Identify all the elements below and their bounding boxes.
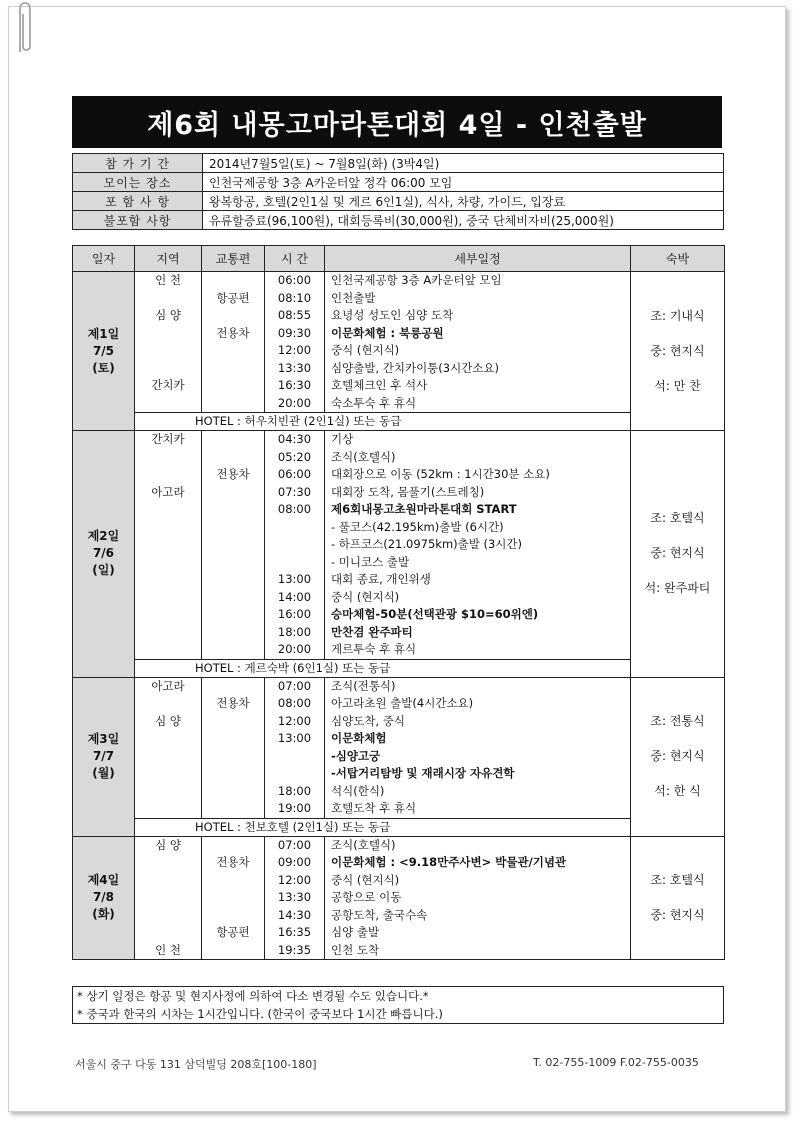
transport-line [202,501,264,519]
detail-line: 숙소투숙 후 휴식 [331,395,417,410]
stay-cell [631,431,725,678]
region-line [135,606,201,624]
region-line [135,924,201,942]
meal-line: 조: 호텔식 [650,872,705,887]
detail-line: 인천국제공항 3층 A카운터앞 모임 [331,273,502,287]
note-line: * 중국과 한국의 시차는 1시간입니다. (한국이 중국보다 1시간 빠릅니다.) [77,1007,443,1021]
detail-line: 승마체험-50분(선택관광 $10=60위엔) [331,607,539,621]
region-line [135,589,201,607]
transport-line [202,307,264,325]
day-label: 7/8 [92,890,115,905]
transport-line: 전용차 [216,696,250,710]
day-label: (일) [92,563,115,578]
detail-line: 만찬겸 완주파티 [331,624,413,639]
meal-line: 조: 전통식 [650,714,705,728]
detail-line: 심양출발, 간치카이퉁(3시간소요) [331,360,500,375]
detail-line: - 풀코스(42.195km)출발 (6시간) [331,519,504,534]
day-label: (월) [92,766,115,780]
transport-line [202,589,264,607]
time-line: 08:55 [277,308,312,322]
time-line [265,519,324,537]
time-line [265,536,324,554]
region-line: 심 양 [155,713,181,728]
stay-cell [631,677,725,836]
meal-line: 중: 현지식 [650,907,705,922]
region-line [135,889,201,907]
detail-line: 기상 [331,432,354,446]
time-line: 08:00 [277,696,312,710]
transport-line [202,678,264,696]
detail-line: 중식 (현지식) [331,872,400,887]
transport-line [202,624,264,642]
region-line [135,624,201,642]
meal-line: 석: 만 찬 [654,378,701,393]
time-line [265,554,324,572]
hotel-row [73,413,725,431]
transport-line: 전용차 [216,855,250,869]
transport-line: 항공편 [216,925,250,939]
transport-line [202,765,264,783]
time-line: 08:10 [277,290,312,305]
region-line: 인 천 [155,273,181,287]
detail-line: 대회 종료, 개인위생 [331,572,431,586]
transport-line [202,272,264,290]
info-value: 2014년7월5일(토) ~ 7월8일(화) (3박4일) [203,154,724,173]
region-line [135,765,201,783]
detail-line: - 미니코스 출발 [331,554,410,569]
time-line: 08:00 [277,502,312,516]
detail-line: 호텔도착 후 휴식 [331,801,417,815]
time-line: 18:00 [277,624,312,639]
transport-line [202,571,264,589]
region-line [135,695,201,713]
detail-line: 아고라초원 출발(4시간소요) [331,696,474,710]
transport-line [202,942,264,960]
region-cell [135,836,202,960]
meal-line: 조: 호텔식 [650,511,705,526]
day-row [73,677,725,818]
time-line: 16:30 [277,378,312,392]
transport-line [202,536,264,554]
transport-line: 항공편 [216,290,250,305]
detail-line: 심양 출발 [331,925,380,939]
schedule-header-row [73,246,725,272]
time-line [265,748,324,766]
detail-line: 석식(한식) [331,783,385,798]
region-line [135,907,201,925]
transport-line [202,449,264,467]
day-label: 7/6 [92,546,115,561]
paperclip-icon [14,0,34,58]
transport-line [202,730,264,748]
time-line: 13:00 [277,572,312,586]
region-line [135,449,201,467]
transport-cell [202,677,265,818]
note-line: * 상기 일정은 항공 및 현지사정에 의하여 다소 변경될 수도 있습니다.* [77,989,429,1003]
region-line [135,536,201,554]
page-title: 제6회 내몽고마라톤대회 4일 - 인천출발 [72,96,722,148]
region-line [135,800,201,818]
day-label-cell [73,272,135,431]
detail-line: 심양도착, 중식 [331,713,405,728]
time-line: 14:00 [277,589,312,604]
meal-line: 석: 한 식 [654,784,701,798]
region-line [135,290,201,308]
meal-line: 중: 현지식 [650,343,705,358]
time-line [265,765,324,783]
transport-cell [202,836,265,960]
info-row [73,192,724,211]
info-row [73,173,724,192]
time-line: 18:00 [277,783,312,798]
stay-cell [631,836,725,960]
detail-line: 조식(호텔식) [331,449,396,464]
info-row [73,211,724,230]
detail-line: 게르투숙 후 휴식 [331,642,417,656]
transport-line [202,907,264,925]
region-line: 간치카 [151,432,185,446]
transport-line [202,395,264,413]
notes-box [72,986,724,1024]
time-line: 12:00 [277,872,312,887]
schedule-table [72,245,725,960]
region-line [135,395,201,413]
transport-line [202,800,264,818]
footer-address: 서울시 중구 다동 131 삼덕빌딩 208호[100-180] [75,1058,317,1071]
transport-line [202,554,264,572]
region-cell [135,431,202,660]
day-label: 7/5 [92,343,115,358]
region-line [135,854,201,872]
transport-line [202,360,264,378]
detail-line: - 하프코스(21.0975km)출발 (3시간) [331,537,523,551]
info-value: 유류할증료(96,100원), 대회등록비(30,000원), 중국 단체비자비(25,000원) [203,211,724,230]
detail-cell [325,431,631,660]
info-label: 포 함 사 항 [73,192,203,211]
detail-line: 공항으로 이동 [331,890,402,904]
time-line: 09:00 [277,855,312,869]
transport-line [202,889,264,907]
detail-cell [325,836,631,960]
header-transport: 교통편 [202,246,265,272]
region-line: 간치카 [151,378,185,392]
time-cell [265,431,325,660]
detail-line: 인천출발 [331,290,376,305]
day-label: (화) [92,907,115,922]
transport-line [202,377,264,395]
region-line [135,360,201,378]
time-cell [265,836,325,960]
detail-cell [325,677,631,818]
region-cell [135,272,202,413]
region-line: 심 양 [155,308,181,322]
hotel-row [73,659,725,677]
day-label: 제2일 [87,529,120,544]
day-label-cell [73,677,135,836]
region-line: 심 양 [155,837,181,852]
time-line: 09:30 [277,325,312,340]
header-detail: 세부일정 [325,246,631,272]
region-line [135,872,201,890]
meal-line: 중: 현지식 [650,546,705,561]
time-cell [265,677,325,818]
region-line [135,466,201,484]
day-label: 제1일 [87,326,120,341]
transport-line [202,713,264,731]
time-line: 12:00 [277,343,312,357]
region-line [135,325,201,343]
info-value: 왕복항공, 호텔(2인1실 및 게르 6인1실), 식사, 차량, 가이드, 입장료 [203,192,724,211]
transport-line [202,431,264,449]
footer-contact: T. 02-755-1009 F.02-755-0035 [533,1056,699,1069]
transport-cell [202,431,265,660]
time-line: 20:00 [277,395,312,410]
region-line [135,748,201,766]
time-line: 16:35 [277,925,312,939]
detail-line: 이문화체험 : <9.18만주사변> 박물관/기념관 [331,855,567,869]
info-label: 참 가 기 간 [73,154,203,173]
detail-line: 중식 (현지식) [331,589,400,604]
time-line: 13:30 [277,890,312,904]
info-label: 모이는 장소 [73,173,203,192]
header-stay: 숙박 [631,246,725,272]
info-label: 불포함 사항 [73,211,203,230]
transport-line [202,748,264,766]
transport-line [202,519,264,537]
time-line: 06:00 [277,273,312,287]
stay-cell [631,272,725,431]
detail-line: 중식 (현지식) [331,343,400,357]
time-line: 16:00 [277,607,312,621]
time-line: 05:20 [277,449,312,464]
transport-line [202,342,264,360]
day-label: (토) [92,360,115,375]
header-day: 일자 [73,246,135,272]
time-line: 06:00 [277,467,312,481]
detail-line: 제6회내몽고초원마라톤대회 START [331,502,517,516]
info-table [72,153,724,230]
transport-line [202,484,264,502]
transport-line [202,872,264,890]
time-line: 13:30 [277,360,312,375]
detail-line: 호텔체크인 후 석사 [331,378,428,392]
meal-line: 석: 완주파티 [644,581,711,596]
transport-line [202,606,264,624]
time-cell [265,272,325,413]
day-label-cell [73,431,135,678]
time-line: 19:00 [277,801,312,815]
detail-cell [325,272,631,413]
time-line: 19:35 [277,942,312,957]
transport-cell [202,272,265,413]
day-row [73,431,725,660]
detail-line: 대회장 도착, 몸풀기(스트레칭) [331,484,485,499]
time-line: 07:00 [277,837,312,852]
time-line: 12:00 [277,713,312,728]
time-line: 14:30 [277,907,312,922]
transport-line: 전용차 [216,467,250,481]
day-row [73,836,725,960]
header-time: 시 간 [265,246,325,272]
meal-line: 조: 기내식 [650,308,705,323]
day-label-cell [73,836,135,960]
region-line: 인 천 [155,942,181,957]
region-line [135,342,201,360]
day-label: 7/7 [92,749,115,763]
day-row [73,272,725,413]
region-line [135,519,201,537]
detail-line: 이문화체험 : 북릉공원 [331,325,444,340]
region-cell [135,677,202,818]
detail-line: 공항도착, 출국수속 [331,907,428,922]
hotel-info: HOTEL : 천보호텔 (2인1실) 또는 동급 [135,818,631,836]
region-line [135,501,201,519]
time-line: 07:00 [277,678,312,693]
region-line: 아고라 [151,484,185,499]
time-line: 04:30 [277,432,312,446]
time-line: 20:00 [277,642,312,656]
detail-line: 대회장으로 이동 (52km : 1시간30분 소요) [331,467,550,481]
info-value: 인천국제공항 3층 A카운터앞 정각 06:00 모임 [203,173,724,192]
region-line [135,730,201,748]
transport-line [202,641,264,659]
detail-line: 요녕성 성도인 심양 도착 [331,308,454,322]
region-line [135,554,201,572]
hotel-row [73,818,725,836]
info-row [73,154,724,173]
region-line [135,783,201,801]
region-line [135,571,201,589]
region-line: 아고라 [151,678,185,693]
detail-line: -심양고궁 [331,748,381,763]
detail-line: 이문화체험 [331,731,387,745]
time-line: 07:30 [277,484,312,499]
transport-line [202,783,264,801]
region-line [135,641,201,659]
hotel-info: HOTEL : 게르숙박 (6인1실) 또는 동급 [135,659,631,677]
detail-line: 조식(호텔식) [331,837,396,852]
detail-line: 조식(전통식) [331,678,396,693]
hotel-info: HOTEL : 허우치빈관 (2인1실) 또는 동급 [135,413,631,431]
meal-line: 중: 현지식 [650,749,705,763]
day-label: 제3일 [87,732,120,746]
day-label: 제4일 [87,873,120,888]
transport-line [202,837,264,855]
transport-line: 전용차 [216,325,250,340]
header-region: 지역 [135,246,202,272]
detail-line: 인천 도착 [331,942,380,957]
time-line: 13:00 [277,731,312,745]
detail-line: -서탑거리탐방 및 재래시장 자유견학 [331,766,515,780]
